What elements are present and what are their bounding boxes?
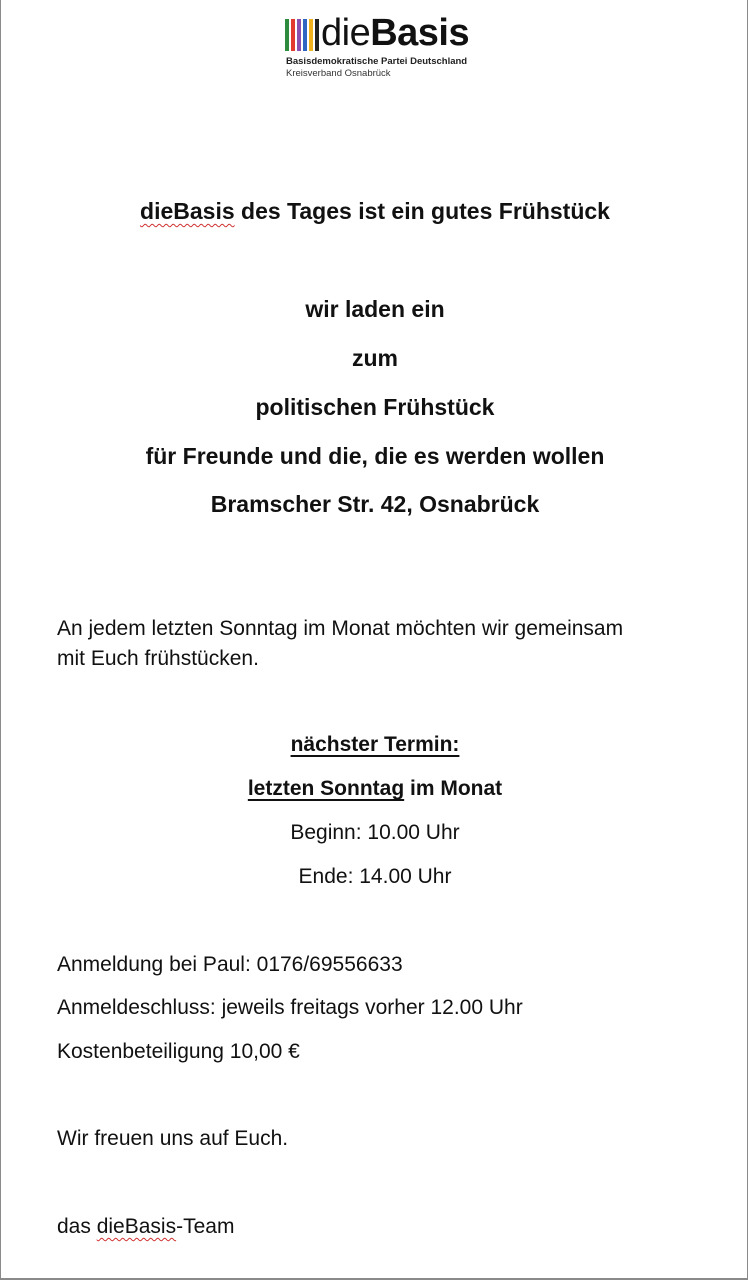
logo-bar: [303, 19, 307, 51]
headline-rest: des Tages ist ein gutes Frühstück: [234, 198, 610, 224]
logo-word-light: die: [321, 12, 371, 54]
intro-line-2: mit Euch frühstücken.: [57, 647, 259, 670]
schedule-heading: [1, 731, 748, 759]
cost-info: Kostenbeteiligung 10,00 €: [57, 1040, 300, 1063]
logo-word-bold: Basis: [370, 12, 470, 54]
logo-region: Kreisverband Osnabrück: [286, 68, 391, 79]
schedule-when: [1, 775, 748, 803]
logo-subtitle: Basisdemokratische Partei Deutschland: [286, 56, 468, 67]
schedule-end: Ende: 14.00 Uhr: [298, 865, 452, 888]
logo-bar: [291, 19, 295, 51]
logo-bar: [315, 19, 319, 51]
invitation-line-4: für Freunde und die, die es werden wollen: [145, 443, 605, 469]
diebasis-logo: [285, 12, 485, 82]
registration-deadline: Anmeldeschluss: jeweils freitags vorher 12.00 Uhr: [57, 996, 523, 1019]
registration-info: Anmeldung bei Paul: 0176/69556633: [57, 953, 403, 976]
logo-wordmark: [321, 10, 469, 56]
invitation-line-2: zum: [352, 345, 398, 371]
schedule-begin: Beginn: 10.00 Uhr: [290, 821, 460, 844]
headline: [1, 196, 748, 226]
signature-prefix: das: [57, 1215, 97, 1238]
schedule-heading-text: nächster Termin:: [290, 733, 460, 756]
signature: [57, 1213, 717, 1241]
headline-brand: dieBasis: [140, 198, 235, 224]
signature-suffix: -Team: [176, 1215, 235, 1238]
invitation-address: Bramscher Str. 42, Osnabrück: [210, 491, 540, 517]
invitation-line-3: politischen Frühstück: [255, 394, 495, 420]
logo-bar: [309, 19, 313, 51]
logo-color-bars: [285, 19, 318, 51]
invitation-line-1: wir laden ein: [305, 296, 445, 322]
logo-bar: [297, 19, 301, 51]
intro-line-1: An jedem letzten Sonntag im Monat möchten wir gemeinsam: [57, 617, 624, 640]
schedule-when-underlined: letzten Sonntag: [247, 777, 405, 800]
closing-greeting: Wir freuen uns auf Euch.: [57, 1127, 289, 1150]
schedule-when-rest: im Monat: [404, 777, 503, 800]
signature-brand: dieBasis: [96, 1215, 177, 1238]
logo-bar: [285, 19, 289, 51]
